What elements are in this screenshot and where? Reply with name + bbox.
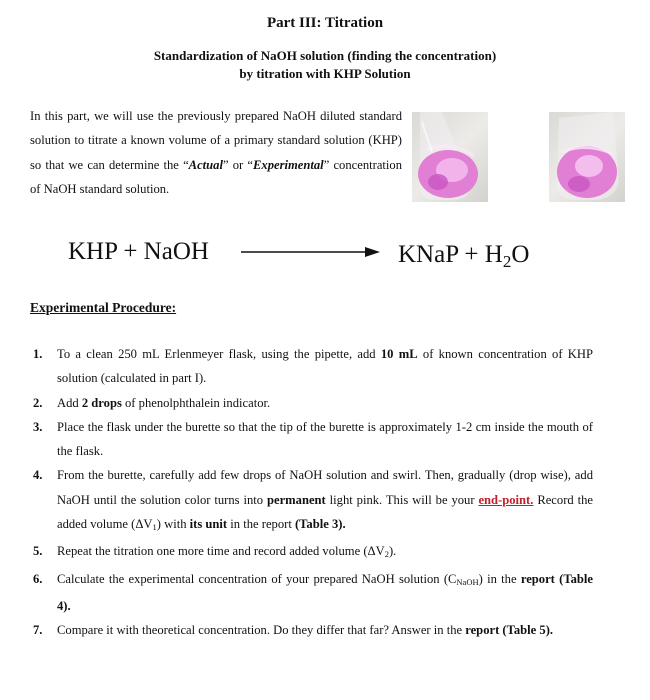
list-item: 7. Compare it with theoretical concentration. Do they differ that far? Answer in the report (Table 5). — [33, 623, 554, 638]
list-item: 2. Add 2 drops of phenolphthalein indicator. — [33, 395, 271, 410]
section-subtitle — [0, 47, 650, 83]
end-point-term: end-point. — [478, 492, 534, 507]
subtitle-line-1: Standardization of NaOH solution (finding the concentration) — [153, 48, 497, 63]
experimental-term: Experimental — [253, 157, 324, 172]
subtitle-line-2: by titration with KHP Solution — [239, 66, 411, 81]
flask-photo-right — [549, 112, 625, 202]
page-title: Part III: Titration — [266, 15, 384, 31]
procedure-steps — [33, 342, 593, 643]
list-item: 1. To a clean 250 mL Erlenmeyer flask, using the pipette, add 10 mL of known concentration of KHP solution (calculated in part I). — [33, 347, 593, 386]
intro-paragraph: In this part, we will use the previously prepared NaOH diluted standard solution to titrate a known volume of a primary standard solution (KHP) so that we can determine the “Actual” or “Experimental” concentration of NaOH standard solution. — [30, 109, 402, 196]
list-item: 3. Place the flask under the burette so that the tip of the burette is approximately 1-2 cm inside the mouth of the flask. — [33, 419, 593, 459]
reactants: KHP + NaOH — [68, 238, 209, 265]
procedure-heading: Experimental Procedure: — [30, 300, 177, 315]
right-arrow-icon — [241, 244, 381, 260]
pink-solution-flask-icon — [549, 112, 625, 202]
pink-solution-flask-icon — [412, 112, 488, 202]
list-item: 4. From the burette, carefully add few drops of NaOH solution and swirl. Then, gradually (drop wise), add NaOH until the solution color turns into permanent light pink. This will be your end-point. Record the added volume (ΔV1) with its unit in the report (Table 3). — [33, 468, 593, 533]
actual-term: Actual — [188, 157, 223, 172]
products: KNaP + $H_2O$ — [398, 241, 530, 271]
list-item: 6. Calculate the experimental concentration of your prepared NaOH solution (CNaOH) in the report (Table 4). — [33, 571, 593, 613]
flask-photo-left — [412, 112, 488, 202]
list-item: 5. Repeat the titration one more time and record added volume (ΔV2). — [33, 544, 397, 560]
